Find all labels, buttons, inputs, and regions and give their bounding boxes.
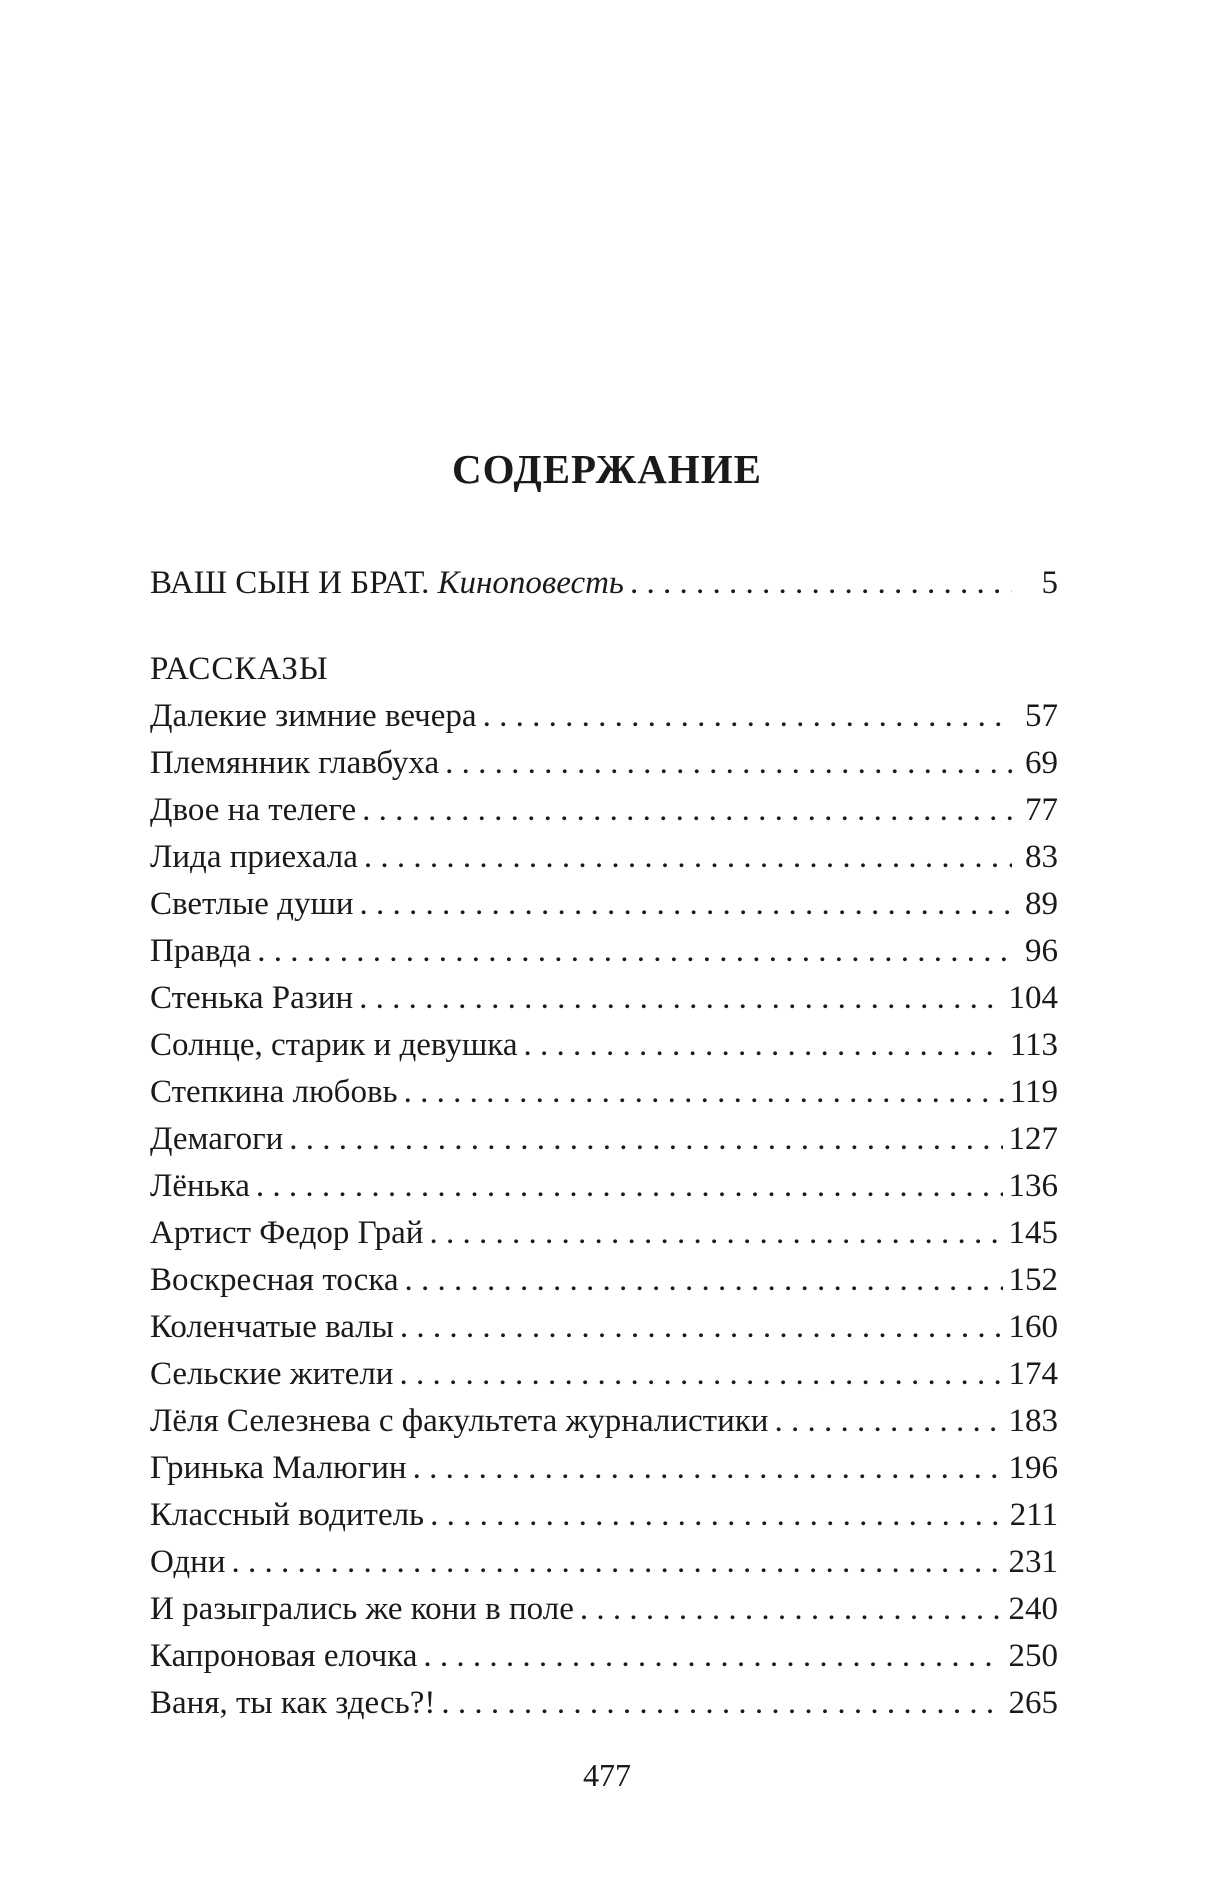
- toc-entry-page: 77: [1025, 792, 1058, 828]
- dot-leader: [413, 1445, 1003, 1492]
- page-number: 477: [583, 1757, 631, 1793]
- toc-entry: [150, 1586, 1058, 1633]
- dot-leader: [362, 787, 1012, 834]
- dot-leader: [430, 1492, 1004, 1539]
- dot-leader: [441, 1680, 1002, 1727]
- toc-entry: [150, 1539, 1058, 1586]
- dot-leader: [405, 1257, 1003, 1304]
- toc-entry: [150, 740, 1058, 787]
- toc-entry-page: 113: [1009, 1027, 1058, 1063]
- toc-entry-page: 240: [1008, 1591, 1058, 1627]
- toc-entry-label: Капроновая елочка: [150, 1638, 418, 1674]
- toc-entry-label: Классный водитель: [150, 1497, 425, 1533]
- toc-entry-label: И разыгрались же кони в поле: [150, 1591, 574, 1627]
- toc-entry-label: Светлые души: [150, 886, 354, 922]
- toc-entry-page: 5: [1041, 565, 1058, 601]
- dot-leader: [289, 1116, 1002, 1163]
- dot-leader: [399, 1351, 1002, 1398]
- toc-entry-page: 69: [1025, 745, 1058, 781]
- dot-leader: [429, 1210, 1002, 1257]
- page-title: СОДЕРЖАНИЕ: [452, 446, 762, 492]
- toc-major-entry: [150, 560, 1058, 607]
- toc-entry: [150, 928, 1058, 975]
- toc-entry-label: Ваня, ты как здесь?!: [150, 1685, 436, 1721]
- toc-entry-page: 152: [1008, 1262, 1058, 1298]
- toc-entry-page: 183: [1008, 1403, 1058, 1439]
- dot-leader: [359, 975, 1002, 1022]
- toc-entry-label: Степкина любовь: [150, 1074, 398, 1110]
- toc-entry: [150, 1492, 1058, 1539]
- dot-leader: [774, 1398, 1002, 1445]
- toc-entry-label: Стенька Разин: [150, 980, 354, 1016]
- dot-leader: [423, 1633, 1002, 1680]
- toc-entry-label: Двое на телеге: [150, 792, 357, 828]
- table-of-contents: [150, 560, 1058, 1727]
- toc-entry-label: Артист Федор Грай: [150, 1215, 424, 1251]
- toc-entry-label: Лёля Селезнева с факультета журналистики: [150, 1403, 769, 1439]
- toc-entry-label: Одни: [150, 1544, 226, 1580]
- toc-entry-label: Солнце, старик и девушка: [150, 1027, 518, 1063]
- dot-leader: [400, 1304, 1003, 1351]
- toc-entry-label: Воскресная тоска: [150, 1262, 399, 1298]
- toc-entry-label: Племянник главбуха: [150, 745, 440, 781]
- toc-entry-page: 196: [1008, 1450, 1058, 1486]
- dot-leader: [360, 881, 1012, 928]
- toc-entry-page: 265: [1008, 1685, 1058, 1721]
- toc-entry-title: ВАШ СЫН И БРАТ.: [150, 565, 430, 601]
- dot-leader: [445, 740, 1012, 787]
- toc-entry: [150, 1445, 1058, 1492]
- toc-entry-label: Лида приехала: [150, 839, 358, 875]
- dot-leader: [483, 693, 1012, 740]
- toc-entry-subtitle: Киноповесть: [437, 565, 624, 601]
- toc-entry-page: 57: [1025, 698, 1058, 734]
- toc-entry-list: [150, 693, 1058, 1727]
- toc-entry-page: 231: [1008, 1544, 1058, 1580]
- toc-entry-page: 104: [1008, 980, 1058, 1016]
- toc-entry-label: Лёнька: [150, 1168, 250, 1204]
- dot-leader: [257, 928, 1012, 975]
- toc-entry: [150, 1022, 1058, 1069]
- toc-entry-page: 211: [1009, 1497, 1058, 1533]
- toc-entry: [150, 1069, 1058, 1116]
- toc-entry-page: 145: [1008, 1215, 1058, 1251]
- dot-leader: [256, 1163, 1003, 1210]
- toc-entry: [150, 1116, 1058, 1163]
- toc-entry-label: [150, 560, 624, 607]
- section-heading: РАССКАЗЫ: [150, 651, 329, 687]
- toc-entry: [150, 975, 1058, 1022]
- toc-entry-page: 119: [1009, 1074, 1058, 1110]
- dot-leader: [630, 560, 1012, 607]
- toc-entry-page: 83: [1025, 839, 1058, 875]
- dot-leader: [232, 1539, 1003, 1586]
- toc-entry: [150, 1633, 1058, 1680]
- toc-entry-page: 174: [1008, 1356, 1058, 1392]
- dot-leader: [364, 834, 1012, 881]
- toc-entry: [150, 693, 1058, 740]
- toc-entry: [150, 1163, 1058, 1210]
- toc-entry-page: 96: [1025, 933, 1058, 969]
- toc-entry: [150, 834, 1058, 881]
- toc-entry-page: 89: [1025, 886, 1058, 922]
- toc-entry: [150, 1257, 1058, 1304]
- toc-entry-label: Сельские жители: [150, 1356, 394, 1392]
- toc-entry: [150, 1398, 1058, 1445]
- toc-entry: [150, 1210, 1058, 1257]
- toc-entry-label: Коленчатые валы: [150, 1309, 394, 1345]
- toc-entry-label: Далекие зимние вечера: [150, 698, 477, 734]
- toc-entry: [150, 1304, 1058, 1351]
- toc-entry-label: Правда: [150, 933, 252, 969]
- dot-leader: [404, 1069, 1004, 1116]
- toc-entry: [150, 1680, 1058, 1727]
- toc-entry: [150, 881, 1058, 928]
- dot-leader: [580, 1586, 1003, 1633]
- toc-entry-page: 160: [1008, 1309, 1058, 1345]
- toc-entry-label: Демагоги: [150, 1121, 284, 1157]
- toc-entry-page: 136: [1008, 1168, 1058, 1204]
- toc-entry: [150, 1351, 1058, 1398]
- toc-entry: [150, 787, 1058, 834]
- toc-entry-label: Гринька Малюгин: [150, 1450, 407, 1486]
- toc-entry-page: 127: [1008, 1121, 1058, 1157]
- dot-leader: [523, 1022, 1003, 1069]
- toc-entry-page: 250: [1008, 1638, 1058, 1674]
